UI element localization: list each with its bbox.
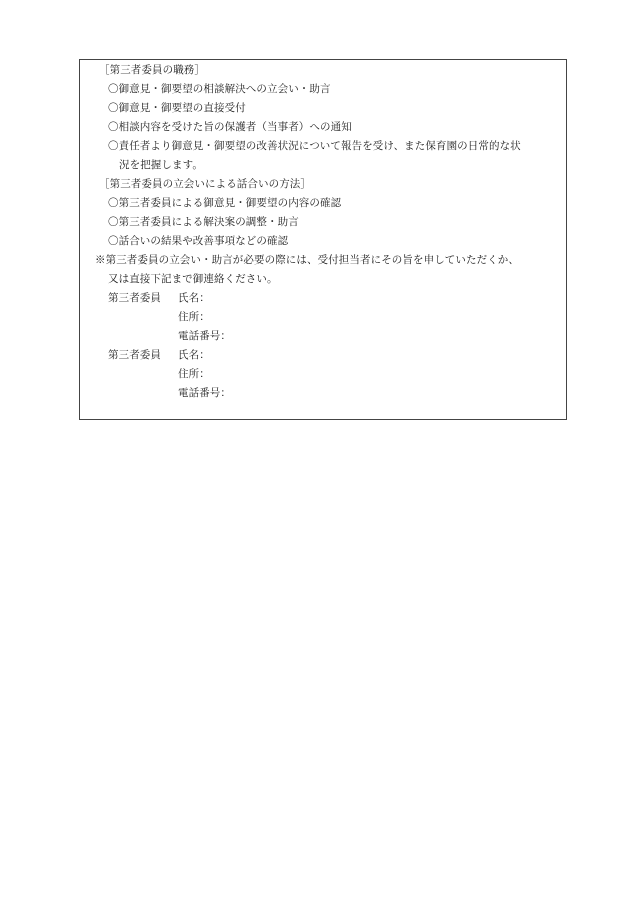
method-item: 〇第三者委員による御意見・御要望の内容の確認 (108, 197, 342, 209)
member-phone-label: 電話番号： (178, 387, 231, 399)
section-heading-method: ［第三者委員の立会いによる話合いの方法］ (99, 178, 311, 190)
method-item: 〇話合いの結果や改善事項などの確認 (108, 235, 289, 247)
duty-item: 〇御意見・御要望の相談解決への立会い・助言 (108, 83, 331, 95)
note-text: ※第三者委員の立会い・助言が必要の際には、受付担当者にその旨を申していただくか、 (95, 254, 519, 266)
duty-item: 〇御意見・御要望の直接受付 (108, 102, 246, 114)
member-label: 第三者委員 (108, 349, 161, 361)
member-address-label: 住所： (178, 311, 210, 323)
section-heading-duties: ［第三者委員の職務］ (99, 64, 205, 76)
member-address-label: 住所： (178, 368, 210, 380)
member-phone-label: 電話番号： (178, 330, 231, 342)
member-label: 第三者委員 (108, 292, 161, 304)
duty-item: 〇責任者より御意見・御要望の改善状況について報告を受け、また保育園の日常的な状 (108, 140, 521, 152)
note-text-continuation: 又は直接下記まで御連絡ください。 (108, 273, 278, 285)
duty-item: 〇相談内容を受けた旨の保護者（当事者）への通知 (108, 121, 352, 133)
duty-item-continuation: 況を把握します。 (119, 159, 203, 171)
member-name-label: 氏名： (178, 292, 210, 304)
member-name-label: 氏名： (178, 349, 210, 361)
method-item: 〇第三者委員による解決案の調整・助言 (108, 216, 299, 228)
